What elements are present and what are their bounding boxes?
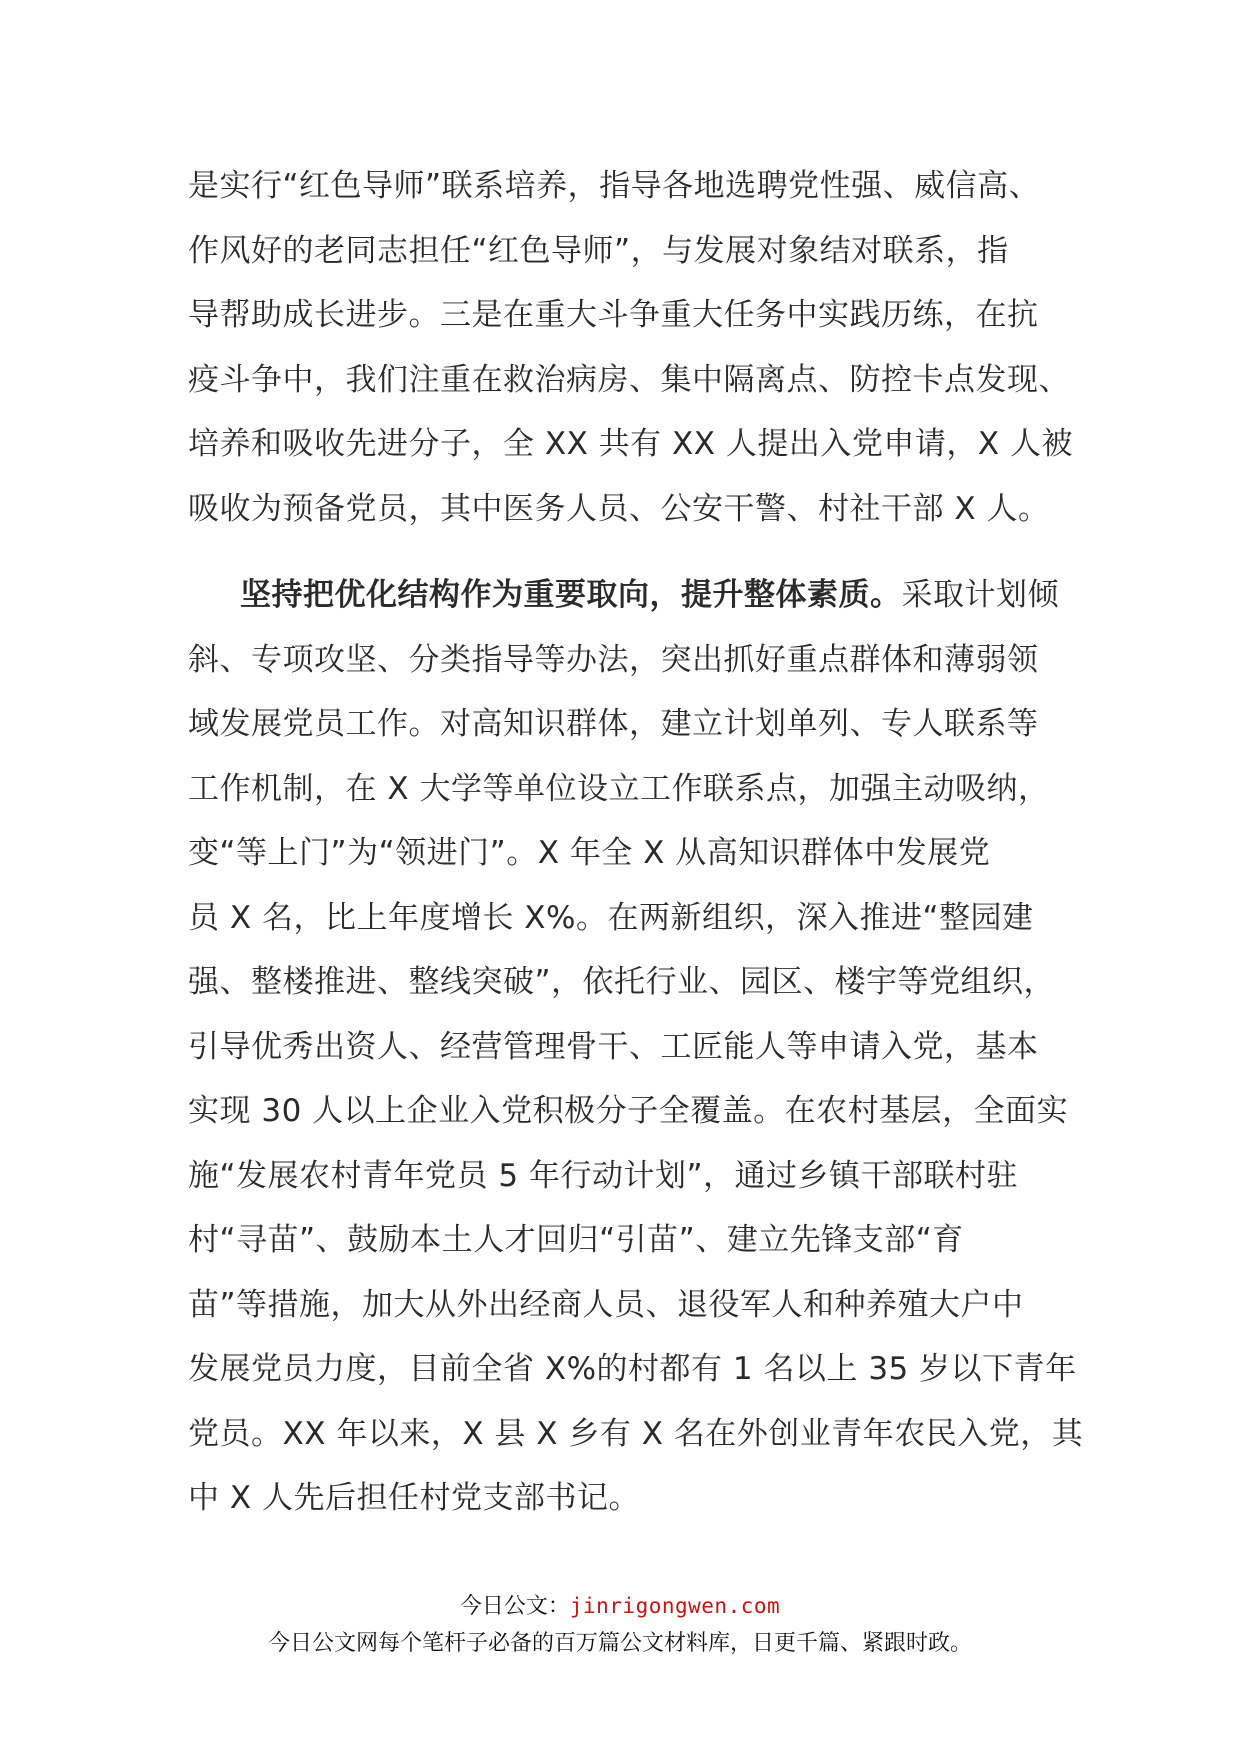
footer-slogan: 今日公文网每个笔杆子必备的百万篇公文材料库，日更千篇、紧跟时政。 <box>267 1631 972 1656</box>
paragraph-line: 实现 30 人以上企业入党积极分子全覆盖。在农村基层，全面实 <box>188 1093 1069 1129</box>
paragraph-line: 中 X 人先后担任村党支部书记。 <box>188 1480 640 1516</box>
paragraph-2 <box>188 563 1084 1531</box>
paragraph-line: 施“发展农村青年党员 5 年行动计划”，通过乡镇干部联村驻 <box>188 1157 1019 1194</box>
paragraph-first-line <box>188 563 1068 628</box>
paragraph-line: 域发展党员工作。对高知识群体，建立计划单列、专人联系等 <box>188 706 1039 742</box>
paragraph-line: 苗”等措施，加大从外出经商人员、退役军人和种养殖大户中 <box>188 1286 1024 1323</box>
paragraph-line: 党员。XX 年以来，X 县 X 乡有 X 名在外创业青年农民入党，其 <box>188 1415 1084 1452</box>
paragraph-line: 工作机制，在 X 大学等单位设立工作联系点，加强主动吸纳， <box>188 770 1050 807</box>
footer-site <box>0 1592 1240 1621</box>
paragraph-line: 是实行“红色导师”联系培养，指导各地选聘党性强、威信高、 <box>188 168 1041 204</box>
paragraph-line: 导帮助成长进步。三是在重大斗争重大任务中实践历练，在抗 <box>188 297 1039 333</box>
paragraph-line-rest: 采取计划倾 <box>901 577 1059 613</box>
paragraph-line: 作风好的老同志担任“红色导师”，与发展对象结对联系，指 <box>188 232 1009 269</box>
footer-site-label: 今日公文： <box>459 1594 570 1619</box>
paragraph-line: 吸收为预备党员，其中医务人员、公安干警、村社干部 X 人。 <box>188 490 1050 527</box>
paragraph-line: 发展党员力度，目前全省 X%的村都有 1 名以上 35 岁以下青年 <box>188 1351 1077 1387</box>
paragraph-line: 培养和吸收先进分子，全 XX 共有 XX 人提出入党申请，X 人被 <box>188 426 1073 462</box>
paragraph-1 <box>188 154 1073 541</box>
document-body <box>188 154 1084 1531</box>
paragraph-line: 疫斗争中，我们注重在救治病房、集中隔离点、防控卡点发现、 <box>188 361 1070 398</box>
paragraph-line: 强、整楼推进、整线突破”，依托行业、园区、楼宇等党组织， <box>188 964 1056 1000</box>
paragraph-line: 员 X 名，比上年度增长 X%。在两新组织，深入推进“整园建 <box>188 899 1034 936</box>
paragraph-line: 斜、专项攻坚、分类指导等办法，突出抓好重点群体和薄弱领 <box>188 641 1039 678</box>
section-heading: 坚持把优化结构作为重要取向，提升整体素质。 <box>240 577 902 613</box>
footer-site-link[interactable]: jinrigongwen.com <box>569 1594 781 1618</box>
paragraph-line: 村“寻苗”、鼓励本土人才回归“引苗”、建立先锋支部“育 <box>188 1222 964 1258</box>
paragraph-line: 引导优秀出资人、经营管理骨干、工匠能人等申请入党，基本 <box>188 1028 1039 1065</box>
paragraph-line: 变“等上门”为“领进门”。X 年全 X 从高知识群体中发展党 <box>188 835 991 871</box>
